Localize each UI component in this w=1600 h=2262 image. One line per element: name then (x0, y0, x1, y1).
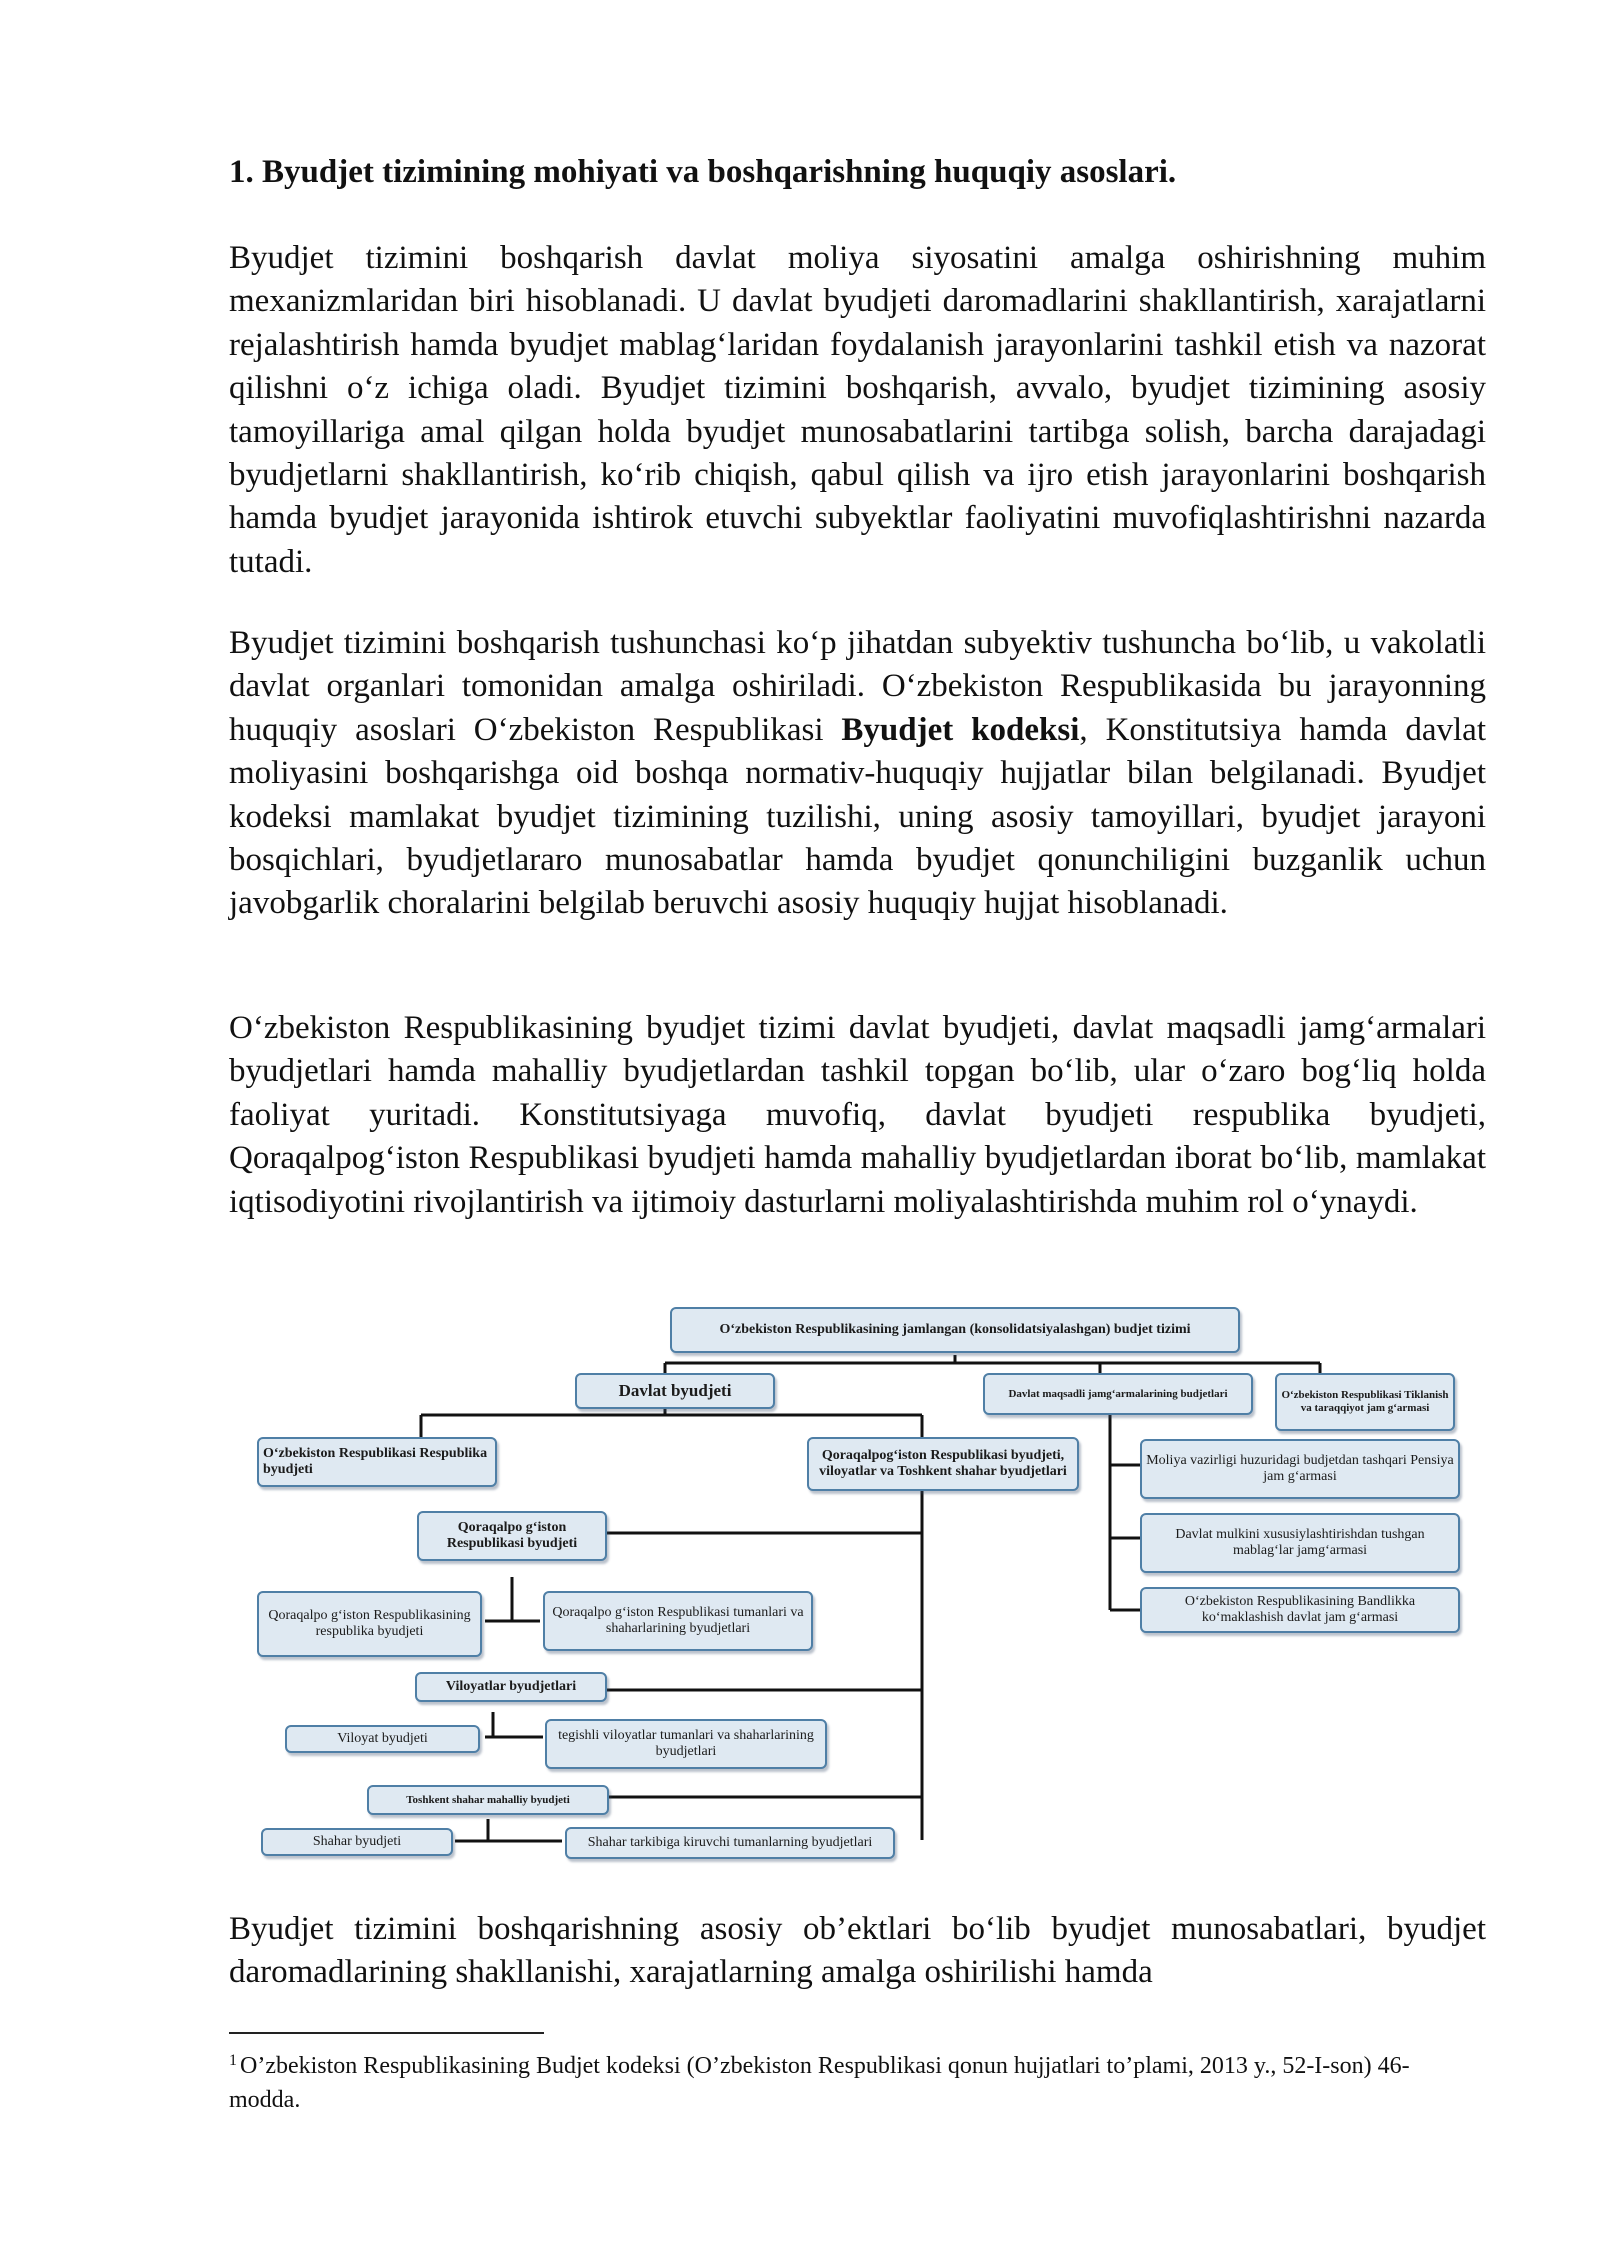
target-funds-box: Davlat maqsadli jamg‘armalarining budjetlari (983, 1373, 1253, 1415)
karakalpak-districts-budgets-box: Qoraqalpo g‘iston Respublikasi tumanlari va shaharlarining byudjetlari (543, 1591, 813, 1651)
paragraph-2-text-end: , Konstitutsiya hamda davlat moliyasini boshqarishga oid boshqa normativ-huquqiy hujjatlar bilan belgilanadi. Byudjet kodeksi mamlakat byudjet tizimining tuzilishi, uning asosiy tamoyillari, byudjet jarayoni bosqichlari, byudjetlararo munosabatlar hamda byudjet qonunchiligini buzganlik uchun javobgarlik choralarini belgilab beruvchi asosiy huquqiy hujjat hisoblanadi. (229, 711, 1486, 922)
paragraph-1: Byudjet tizimini boshqarish davlat moliya siyosatini amalga oshirishning muhim mexanizmlaridan biri hisoblanadi. U davlat byudjeti daromadlarini shakllantirish, xarajatlarni rejalashtirish hamda byudjet mablag‘laridan foydalanish jarayonlarini tashkil etish va nazorat qilishni o‘z ichiga oladi. Byudjet tizimini boshqarish, avvalo, byudjet tizimining asosiy tamoyillariga amal qilgan holda byudjet munosabatlarini tartibga solish, barcha darajadagi byudjetlarni shakllantirish, ko‘rib chiqish, qabul qilish va ijro etish jarayonlarini boshqarish hamda byudjet jarayonida ishtirok etuvchi subyektlar faoliyatini muvofiqlashtirishni nazarda tutadi. (229, 240, 1486, 580)
paragraph-3: O‘zbekiston Respublikasining byudjet tizimi davlat byudjeti, davlat maqsadli jamg‘armalari byudjetlari hamda mahalliy byudjetlardan tashkil topgan bo‘lib, ular o‘zaro bog‘liq holda faoliyat yuritadi. Konstitutsiyaga muvofiq, davlat byudjeti respublika byudjeti, Qoraqalpog‘iston Respublikasi byudjeti hamda mahalliy byudjetlardan iborat bo‘lib, mamlakat iqtisodiyotini rivojlantirish va ijtimoiy dasturlarni moliyalashtirishda muhim rol o‘ynaydi. (229, 1010, 1486, 1220)
viloyat-budget-box: Viloyat byudjeti (285, 1725, 480, 1753)
development-fund-box: O‘zbekiston Respublikasi Tiklanish va taraqqiyot jam g‘armasi (1275, 1373, 1455, 1431)
footnote-separator (229, 2032, 544, 2034)
state-budget-box: Davlat byudjeti (575, 1373, 775, 1409)
karakalpak-republic-budget-box: Qoraqalpo g‘iston Respublikasining respublika byudjeti (257, 1591, 482, 1657)
karakalpak-budget-group-box: Qoraqalpo g‘iston Respublikasi byudjeti (417, 1511, 607, 1561)
pension-fund-box: Moliya vazirligi huzuridagi budjetdan tashqari Pensiya jam g‘armasi (1140, 1439, 1460, 1499)
footnote-marker: 1 (229, 2052, 237, 2069)
section-heading: 1. Byudjet tizimining mohiyati va boshqarishning huquqiy asoslari. (229, 154, 1177, 190)
budget-system-diagram (255, 1305, 1475, 1865)
regional-group-box: Viloyatlar byudjetlari (415, 1672, 607, 1702)
privatization-fund-box: Davlat mulkini xususiylashtirishdan tushgan mablag‘lar jamg‘armasi (1140, 1513, 1460, 1573)
regional-budgets-box: Qoraqalpog‘iston Respublikasi byudjeti, viloyatlar va Toshkent shahar byudjetlari (807, 1437, 1079, 1491)
republic-budget-box: O‘zbekiston Respublikasi Respublika byudjeti (257, 1437, 497, 1487)
employment-fund-box: O‘zbekiston Respublikasining Bandlikka ko‘maklashish davlat jam g‘armasi (1140, 1587, 1460, 1633)
budget-code-term: Byudjet kodeksi (841, 711, 1080, 748)
city-budget-box: Shahar byudjeti (261, 1828, 453, 1856)
paragraph-2-text-start: Byudjet tizimini boshqarish tushunchasi ko‘p jihatdan subyektiv tushuncha bo‘lib, u vakolatli davlat organlari tomonidan amalga oshiriladi. O‘zbekiston Respublikasida bu jarayonning huquqiy asoslari O‘zbekiston Respublikasi (229, 625, 1486, 748)
paragraph-4: Byudjet tizimini boshqarishning asosiy ob’ektlari bo‘lib byudjet munosabatlari, byudjet daromadlarining shakllanishi, xarajatlarning amalga oshirilishi hamda (229, 1911, 1486, 1991)
footnote-text: O’zbekiston Respublikasining Budjet kodeksi (O’zbekiston Respublikasi qonun hujjatlari to’plami, 2013 y., 52-I-son) 46-modda. (229, 2053, 1410, 2113)
viloyat-districts-budgets-box: tegishli viloyatlar tumanlari va shaharlarining byudjetlari (545, 1719, 827, 1769)
paragraph-2 (229, 622, 1486, 926)
footnote (229, 2044, 1469, 2117)
tashkent-city-budget-group-box: Toshkent shahar mahalliy byudjeti (367, 1785, 609, 1815)
consolidated-budget-system-box: O‘zbekiston Respublikasining jamlangan (konsolidatsiyalashgan) budjet tizimi (670, 1307, 1240, 1353)
city-districts-budgets-box: Shahar tarkibiga kiruvchi tumanlarning byudjetlari (565, 1827, 895, 1859)
